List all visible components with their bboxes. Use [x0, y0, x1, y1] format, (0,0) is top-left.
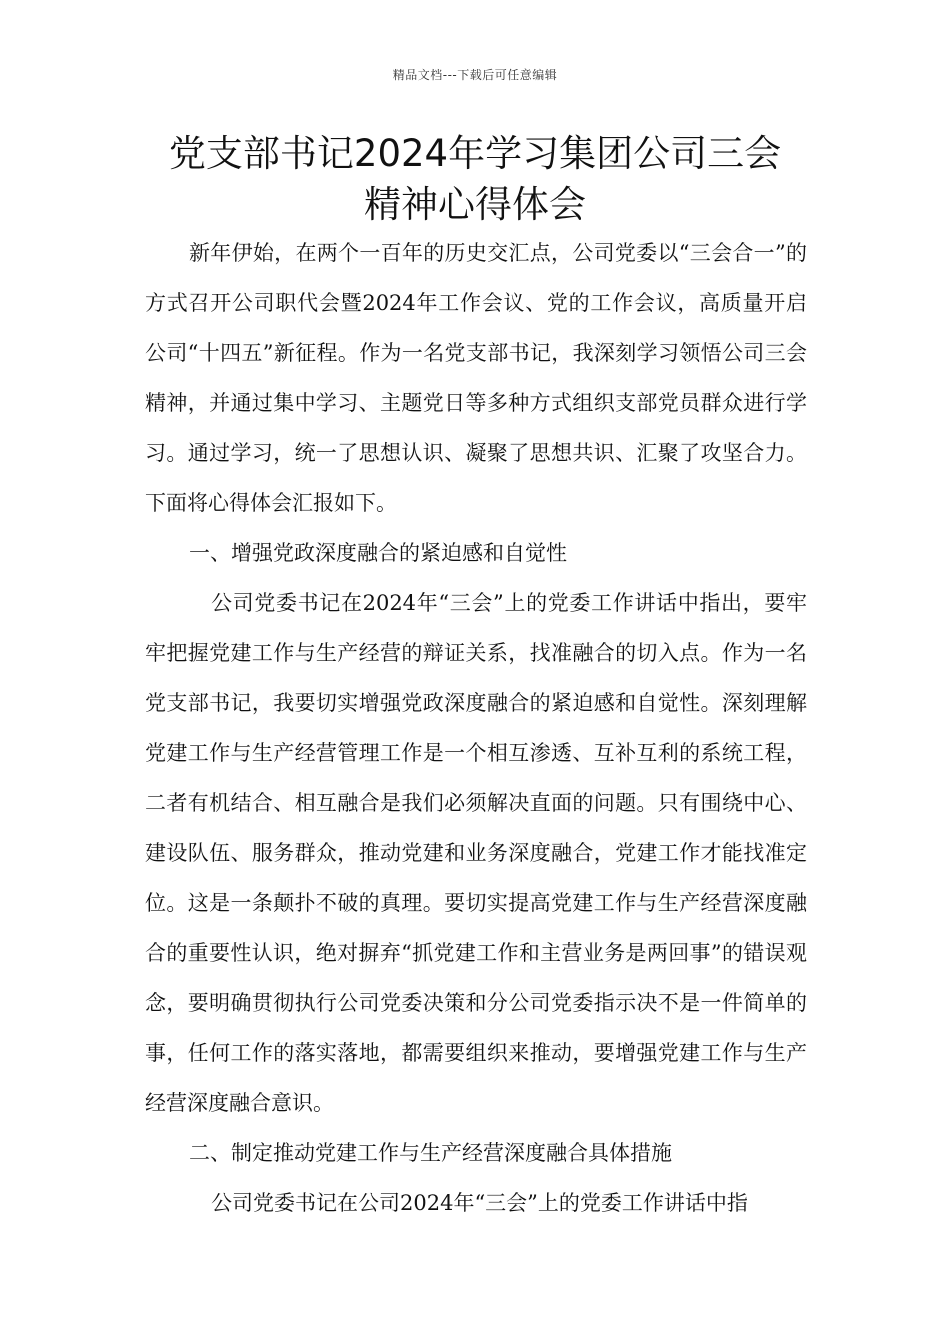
title-line-1: 党支部书记2024年学习集团公司三会 — [168, 132, 782, 175]
title-line-2: 精神心得体会 — [364, 183, 586, 226]
paragraph-section-2: 公司党委书记在公司2024年“三会”上的党委工作讲话中指 — [211, 1191, 748, 1215]
header-note: 精品文档---下载后可任意编辑 — [392, 68, 558, 82]
document-title — [100, 128, 850, 230]
section-heading-2: 二、制定推动党建工作与生产经营深度融合具体措施 — [189, 1141, 672, 1165]
paragraph-section-1: 公司党委书记在2024年“三会”上的党委工作讲话中指出，要牢牢把握党建工作与生产经营的辩证关系，找准融合的切入点。作为一名党支部书记，我要切实增强党政深度融合的紧迫感和自觉性。深刻理解党建工作与生产经营管理工作是一个相互渗透、互补互利的系统工程，二者有机结合、相互融合是我们必须解决直面的问题。只有围绕中心、建设队伍、服务群众，推动党建和业务深度融合，党建工作才能找准定位。这是一条颠扑不破的真理。要切实提高党建工作与生产经营深度融合的重要性认识，绝对摒弃“抓党建工作和主营业务是两回事”的错误观念，要明确贯彻执行公司党委决策和分公司党委指示决不是一件简单的事，任何工作的落实落地，都需要组织来推动，要增强党建工作与生产经营深度融合意识。 — [145, 591, 807, 1115]
section-heading-1: 一、增强党政深度融合的紧迫感和自觉性 — [189, 541, 567, 565]
paragraph-intro: 新年伊始，在两个一百年的历史交汇点，公司党委以“三会合一”的方式召开公司职代会暨2024年工作会议、党的工作会议，高质量开启公司“十四五”新征程。作为一名党支部书记，我深刻学习领悟公司三会精神，并通过集中学习、主题党日等多种方式组织支部党员群众进行学习。通过学习，统一了思想认识、凝聚了思想共识、汇聚了攻坚合力。下面将心得体会汇报如下。 — [145, 241, 807, 515]
document-body — [145, 228, 807, 1228]
